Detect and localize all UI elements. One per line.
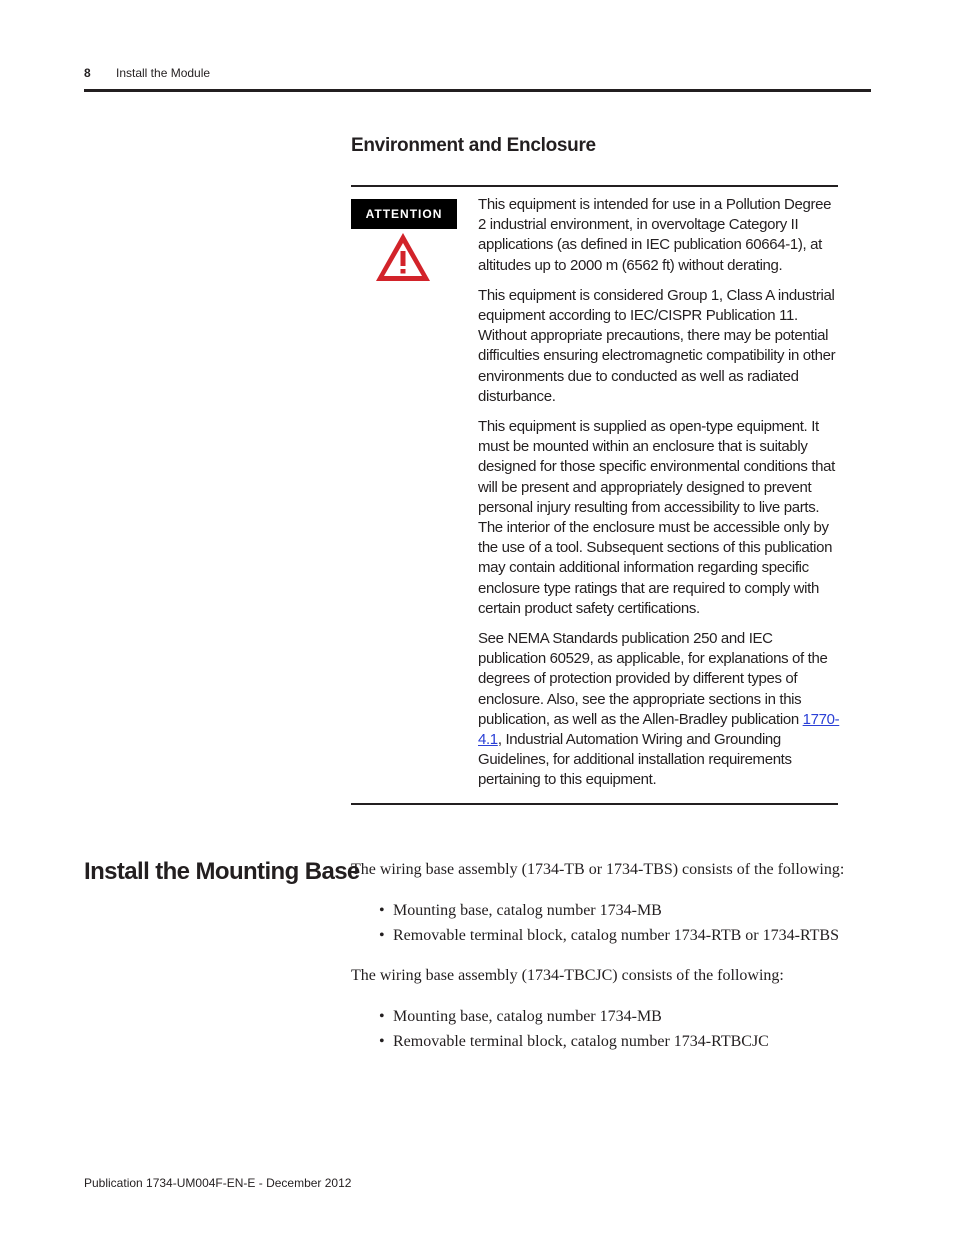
list-item-text: Mounting base, catalog number 1734-MB [393, 902, 662, 919]
list-item-text: Removable terminal block, catalog number 1734-RTB or 1734-RTBS [393, 927, 839, 944]
bullet-icon: • [379, 902, 385, 919]
footer-publication: Publication 1734-UM004F-EN-E - December 2012 [84, 1176, 352, 1190]
paragraph-text: , Industrial Automation Wiring and Grounding Guidelines, for additional installation requirements pertaining to this equipment. [478, 731, 792, 789]
attention-badge: ATTENTION [351, 199, 457, 229]
bullet-icon: • [379, 1008, 385, 1025]
attention-paragraph: This equipment is supplied as open-type equipment. It must be mounted within an enclosure that is suitably designed for those specific environmental conditions that will be present and appropriately designed to prevent personal injury resulting from accessibility to live parts. The interior of the enclosure must be accessible only by the use of a tool. Subsequent sections of this publication may contain additional information regarding specific enclosure type ratings that are required to comply with certain product safety certifications. [478, 418, 835, 617]
warning-triangle-icon [373, 230, 433, 284]
bullet-icon: • [379, 927, 385, 944]
attention-bottom-rule [351, 803, 838, 805]
list-item-text: Mounting base, catalog number 1734-MB [393, 1008, 662, 1025]
component-list [351, 1007, 769, 1057]
mounting-heading: Install the Mounting Base [84, 858, 360, 885]
page-number: 8 [84, 66, 91, 80]
attention-paragraph: This equipment is intended for use in a Pollution Degree 2 industrial environment, in overvoltage Category II applications (as defined in IEC publication 60664-1), at altitudes up to 2000 m (6562 ft) without derating. [478, 196, 832, 274]
list-item [351, 1032, 769, 1057]
list-item [351, 901, 839, 926]
list-item-text: Removable terminal block, catalog number 1734-RTBCJC [393, 1033, 769, 1050]
component-list [351, 901, 839, 951]
attention-text [478, 195, 840, 801]
attention-paragraph: This equipment is considered Group 1, Class A industrial equipment according to IEC/CISPR Publication 11. Without appropriate precautions, there may be potential difficulties ensuring electromagnetic compatibility in other environments due to conducted as well as radiated disturbance. [478, 286, 836, 405]
intro-text: The wiring base assembly (1734-TB or 1734-TBS) consists of the following: [351, 861, 845, 878]
paragraph-text: See NEMA Standards publication 250 and IEC publication 60529, as applicable, for explanations of the degrees of protection provided by different types of enclosure. Also, see the appropriate sections in this publication, as well as the Allen-Bradley publication [478, 630, 828, 728]
list-item [351, 1007, 769, 1032]
environment-heading: Environment and Enclosure [351, 135, 596, 156]
bullet-icon: • [379, 1033, 385, 1050]
publication-link[interactable]: 1770-4.1 [478, 710, 840, 749]
intro-text: The wiring base assembly (1734-TBCJC) consists of the following: [351, 967, 784, 984]
attention-paragraph [478, 629, 840, 791]
list-item [351, 926, 839, 951]
running-header-title: Install the Module [116, 66, 211, 80]
header-rule [84, 89, 871, 92]
attention-top-rule [351, 185, 838, 187]
